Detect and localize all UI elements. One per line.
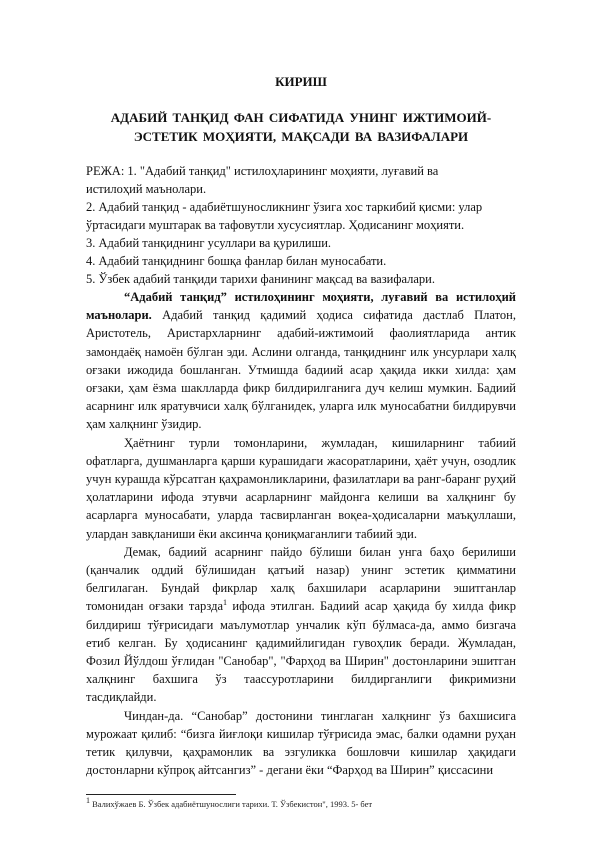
section-title-line-2: ЭСТЕТИК МОҲИЯТИ, МАҚСАДИ ВА ВАЗИФАЛАРИ [133,129,469,144]
plan-list [86,162,516,288]
plan-line: истилоҳий маънолари. [86,182,207,196]
plan-line: 4. Адабий танқиднинг бошқа фанлар билан муносабати. [86,254,387,268]
section-title-line-1: АДАБИЙ ТАНҚИД ФАН СИФАТИДА УНИНГ ИЖТИМОИЙ- [110,110,492,125]
paragraph-4: Чиндан-да. “Санобар” достонини тинглаган халқнинг ўз бахшисига мурожаат қилиб: “бизга йиғлоқи кишилар тўғрисида эмас, балки одамни руҳан тетик қилувчи, қаҳрамонлик ва эзгуликка бошловчи кишилар ҳақидаги достонларни кўпроқ айтсангиз” - дегани ёки “Фарҳод ва Ширин” қиссасини [86,708,516,778]
plan-line: 5. Ўзбек адабий танқиди тарихи фанининг мақсад ва вазифалари. [86,272,435,286]
paragraph-2: Ҳаётнинг турли томонларини, жумладан, кишиларнинг табиий офатларга, душманларга қарши курашидаги жасоратларини, ҳаёт учун, озодлик учун курашда кўрсатган қаҳрамонликларини, фазилатлари ва ранг-баранг руҳий ҳолатларини ифода этувчи асарларнинг майдонга келиши ва халқнинг бу асарларга муносабати, уларда тасвирланган воқеа-ҳодисаларни маъқуллаши, улардан завқланиши ёки аксинча қониқмаганлиги табиий эди. [86,435,516,541]
footnote-reference[interactable]: 1 [223,598,228,608]
plan-line: 2. Адабий танқид - адабиётшуносликнинг ўзига хос таркибий қисми: улар [86,200,483,214]
footnote-text: Валихўжаев Б. Ўзбек адабиётшунослиги тарихи. Т. Ўзбекистон", 1993. 5- бет [90,799,373,809]
paragraph-3 [86,543,516,707]
plan-line: РЕЖА: 1. "Адабий танқид" истилоҳларининг моҳияти, луғавий ва [86,164,439,178]
chapter-heading: КИРИШ [275,74,327,89]
plan-line: 3. Адабий танқиднинг усуллари ва қурилиши. [86,236,332,250]
section-title [86,108,516,146]
paragraph-1 [86,288,516,434]
footnote-divider [86,794,236,795]
paragraph-3-text-a: Демак, бадиий асарнинг пайдо бўлиши билан унга баҳо берилиши (қанчалик оддий бўлишидан қатъий назар) унинг эстетик қимматини белгилаган. Бундай фикрлар халқ бахшилари асарларини эшитганлар томонидан оғзаки тарзда [86,544,516,614]
paragraph-1-bold-lead: “Адабий танқид” истилоҳининг моҳияти, луғавий ва истилоҳий маънолари. [86,290,516,323]
footnote [86,796,373,810]
plan-line: ўртасидаги муштарак ва тафовутли хусусиятлар. Ҳодисанинг моҳияти. [86,218,465,232]
footnote-mark: 1 [86,796,90,806]
paragraph-1-text: Адабий танқид қадимий ҳодиса сифатида дастлаб Платон, Аристотель, Аристархларнинг адабий-ижтимоий фаолиятларида антик замондаёқ намоён бўлган эди. Аслини олганда, танқиднинг илк унсурлари халқ оғзаки ижодида бошланган. Утмишда бадиий асар ҳақида икки хилда: ҳам оғзаки, ҳам ёзма шаклларда фикр билдирилганига дуч келиш мумкин. Бадиий асарнинг илк яратувчиси халқ бўлганидек, уларга илк муносабатни билдирувчи ҳам халқнинг ўзидир. [86,308,516,432]
paragraph-3-text-b: ифода этилган. Бадиий асар ҳақида бу хилда фикр билдириш тўғрисидаги маълумотлар унчалик кўп бўлмаса-да, аммо бизгача етиб келган. Бу ҳодисанинг қадимийлигидан гувоҳлик беради. Жумладан, Фозил Йўлдош ўғлидан "Санобар", "Фарҳод ва Ширин" достонларини эшитган халқнинг бахшига ўз таассуротларини билдирганлиги фикримизни тасдиқлайди. [86,599,516,705]
